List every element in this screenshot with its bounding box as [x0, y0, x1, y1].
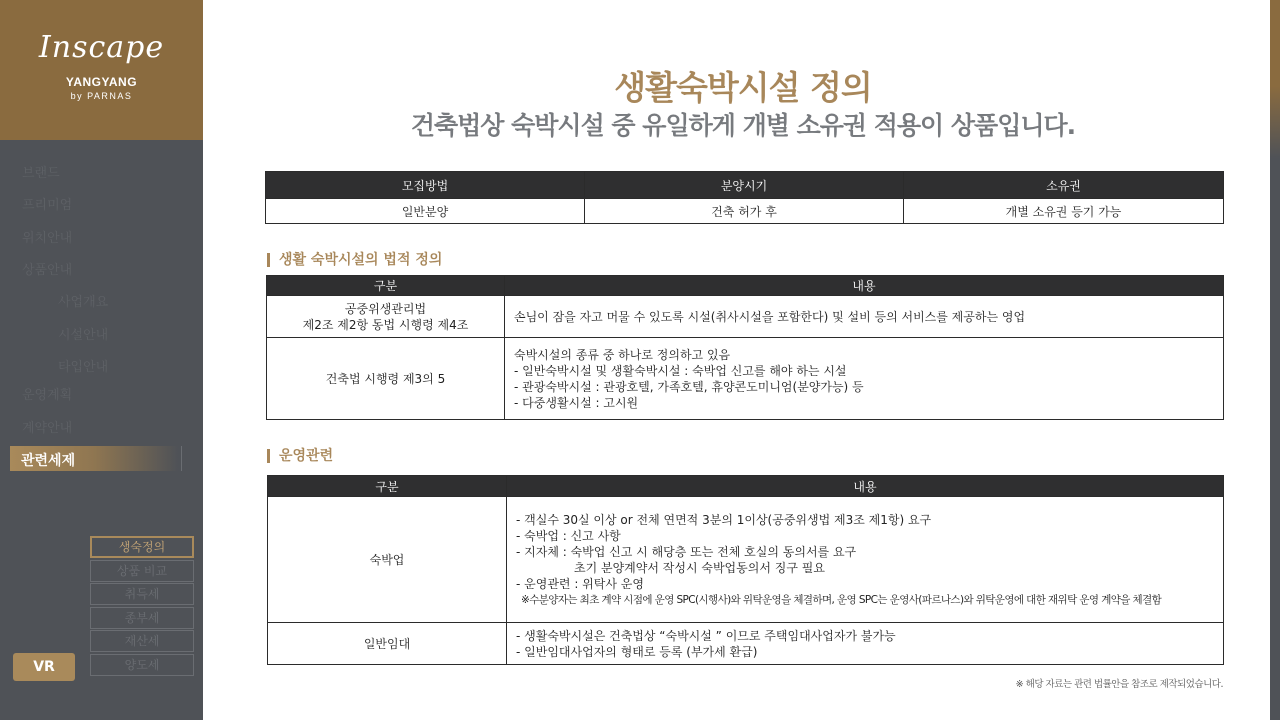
row-content: - 일반숙박시설 및 생활숙박시설 : 숙박업 신고를 해야 하는 시설	[514, 363, 847, 378]
sub-button-acquisition-tax[interactable]: 취득세	[90, 583, 194, 605]
nav-item-operation[interactable]: 운영계획	[22, 388, 73, 403]
nav-item-facilities[interactable]: 시설안내	[58, 328, 109, 343]
row-content: - 운영관련 : 위탁사 운영	[516, 576, 644, 591]
nav-item-tax-label: 관련세제	[21, 453, 76, 469]
page-title: 생활숙박시설 정의	[614, 68, 872, 107]
nav-divider	[181, 446, 182, 471]
logo-subtitle: YANGYANG	[65, 75, 138, 89]
table-header: 분양시기	[585, 172, 904, 199]
row-content: - 숙박업 : 신고 사항	[516, 528, 621, 543]
row-content: 손님이 잠을 자고 머물 수 있도록 시설(취사시설을 포함한다) 및 설비 등의 서비스를 제공하는 영업	[514, 309, 1026, 324]
row-content: - 지자체 : 숙박업 신고 시 해당층 또는 전체 호실의 동의서를 요구	[516, 544, 857, 559]
row-content: - 일반임대사업자의 형태로 등록 (부가세 환급)	[516, 644, 758, 659]
row-label: 일반임대	[268, 623, 507, 665]
section-title-legal: 생활 숙박시설의 법적 정의	[267, 253, 442, 267]
sub-button-compare[interactable]: 상품 비교	[90, 560, 194, 582]
row-content: - 다중생활시설 : 고시원	[514, 395, 639, 410]
nav-item-overview[interactable]: 사업개요	[58, 295, 109, 310]
table-row	[267, 338, 1224, 420]
row-note: ※수분양자는 최초 계약 시점에 운영 SPC(시행사)와 위탁운영을 체결하며, 운영 SPC는 운영사(파르나스)와 위탁운영에 대한 재위탁 운영 계약을 체결함	[521, 593, 1162, 606]
row-content: 숙박시설의 종류 중 하나로 정의하고 있음	[514, 347, 731, 362]
footnote: ※ 해당 자료는 관련 법률안을 참조로 제작되었습니다.	[1015, 679, 1223, 690]
table-header: 내용	[505, 276, 1224, 296]
nav-item-premium[interactable]: 프리미엄	[22, 198, 73, 213]
section-title-operation: 운영관련	[267, 449, 333, 463]
row-label: 숙박업	[268, 497, 507, 623]
table-cell: 개별 소유권 등기 가능	[904, 199, 1224, 224]
row-label: 건축법 시행령 제3의 5	[325, 372, 446, 386]
table-header: 구분	[267, 276, 505, 296]
nav-item-brand[interactable]: 브랜드	[22, 166, 60, 181]
logo-script: Inscape	[38, 30, 165, 65]
sub-button-property-tax[interactable]: 재산세	[90, 630, 194, 652]
row-label: 제2조 제2항 동법 시행령 제4조	[302, 317, 469, 332]
table-header: 내용	[507, 476, 1224, 497]
row-label: 공중위생관리법	[344, 301, 427, 316]
logo-by: by PARNAS	[70, 91, 133, 101]
page-subtitle: 건축법상 숙박시설 중 유일하게 개별 소유권 적용이 상품입니다.	[410, 111, 1076, 140]
row-content: 초기 분양계약서 작성시 숙박업동의서 징구 필요	[574, 560, 825, 575]
sub-button-comprehensive-tax[interactable]: 종부세	[90, 607, 194, 629]
logo[interactable]	[0, 0, 203, 140]
sub-button-definition[interactable]: 생숙정의	[90, 536, 194, 558]
sidebar	[0, 0, 203, 720]
nav-item-tax[interactable]	[10, 446, 178, 471]
vr-button[interactable]: VR	[13, 653, 75, 681]
nav-item-types[interactable]: 타입안내	[58, 360, 109, 375]
table-header: 모집방법	[266, 172, 585, 199]
sub-button-transfer-tax[interactable]: 양도세	[90, 654, 194, 676]
nav-item-product[interactable]: 상품안내	[22, 263, 73, 278]
legal-definition-table	[266, 275, 1224, 420]
table-cell: 건축 허가 후	[585, 199, 904, 224]
table-row	[268, 497, 1224, 623]
table-row	[267, 296, 1224, 338]
row-content: - 객실수 30실 이상 or 전체 연면적 3분의 1이상(공중위생법 제3조 제1항) 요구	[516, 512, 932, 527]
table-row	[268, 623, 1224, 665]
nav-item-contract[interactable]: 계약안내	[22, 421, 73, 436]
table-cell: 일반분양	[266, 199, 585, 224]
row-content: - 관광숙박시설 : 관광호텔, 가족호텔, 휴양콘도미니엄(분양가능) 등	[514, 379, 864, 394]
table-header: 구분	[268, 476, 507, 497]
row-content: - 생활숙박시설은 건축법상 “숙박시설 ” 이므로 주택임대사업자가 불가능	[516, 628, 896, 643]
operation-table	[267, 475, 1224, 665]
nav-item-location[interactable]: 위치안내	[22, 231, 73, 246]
sale-info-table	[265, 171, 1224, 224]
table-header: 소유권	[904, 172, 1224, 199]
